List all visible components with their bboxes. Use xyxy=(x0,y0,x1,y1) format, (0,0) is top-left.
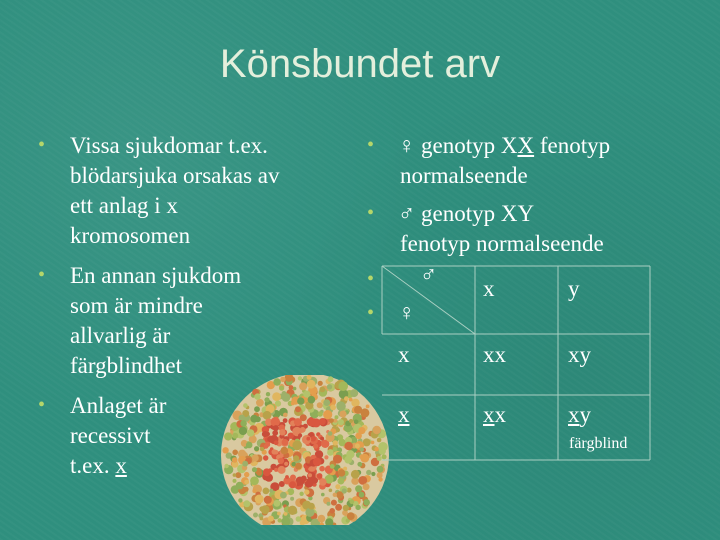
left-bullet-1-line-3: ett anlag i x xyxy=(70,193,178,218)
punnett-col-header-y: y xyxy=(568,276,580,301)
female-symbol: ♀ xyxy=(398,133,416,158)
punnett-row2-cell-xy-underlined: x xyxy=(568,402,580,427)
bullet-dot: • xyxy=(367,268,375,290)
punnett-row1-cell-xx: xx xyxy=(483,342,506,367)
punnett-row2-header: x xyxy=(398,402,410,427)
bullet-dot: • xyxy=(38,134,46,156)
slide-title: Könsbundet arv xyxy=(219,42,501,86)
punnett-row2-cell-xy xyxy=(568,402,591,428)
example-prefix: t.ex. xyxy=(70,453,116,478)
punnett-row1-cell-xy: xy xyxy=(568,342,591,367)
left-bullet-2-line-4: färgblindhet xyxy=(70,353,182,378)
female-genotype-underlined: X xyxy=(517,133,535,158)
left-bullet-2-line-1: En annan sjukdom xyxy=(70,263,242,288)
left-bullet-1-line-1: Vissa sjukdomar t.ex. xyxy=(70,133,268,158)
punnett-female-symbol: ♀ xyxy=(398,300,416,325)
left-bullet-3-line-2: recessivt xyxy=(70,423,151,448)
left-bullet-2-line-3: allvarlig är xyxy=(70,323,171,348)
example-underlined-x: x xyxy=(115,453,127,478)
female-genotype-text: genotyp X xyxy=(415,133,518,158)
punnett-row2-cell-xx-rest: x xyxy=(494,402,506,427)
male-phenotype-line: fenotyp normalseende xyxy=(400,231,604,256)
punnett-row1-header: x xyxy=(398,342,410,367)
left-bullet-1-line-4: kromosomen xyxy=(70,223,191,248)
female-fenotyp-label: fenotyp xyxy=(534,133,611,158)
punnett-male-symbol: ♂ xyxy=(420,262,438,287)
left-bullet-2-line-2: som är mindre xyxy=(70,293,203,318)
punnett-row2-cell-xx-underlined: x xyxy=(483,402,495,427)
bullet-dot: • xyxy=(38,264,46,286)
punnett-row2-cell-xx xyxy=(483,402,506,428)
male-symbol: ♂ xyxy=(398,201,416,226)
punnett-row2-cell-xy-rest: y xyxy=(579,402,591,427)
punnett-col-header-x: x xyxy=(483,276,495,301)
bullet-dot: • xyxy=(38,394,46,416)
bullet-dot: • xyxy=(367,202,375,224)
female-phenotype-line: normalseende xyxy=(400,163,528,188)
bullet-dot: • xyxy=(367,134,375,156)
punnett-colorblind-note: färgblind xyxy=(569,435,628,452)
left-bullet-3-line-1: Anlaget är xyxy=(70,393,167,418)
bullet-dot: • xyxy=(367,302,375,324)
left-bullet-1-line-2: blödarsjuka orsakas av xyxy=(70,163,280,188)
male-genotype-text: genotyp XY xyxy=(415,201,535,226)
